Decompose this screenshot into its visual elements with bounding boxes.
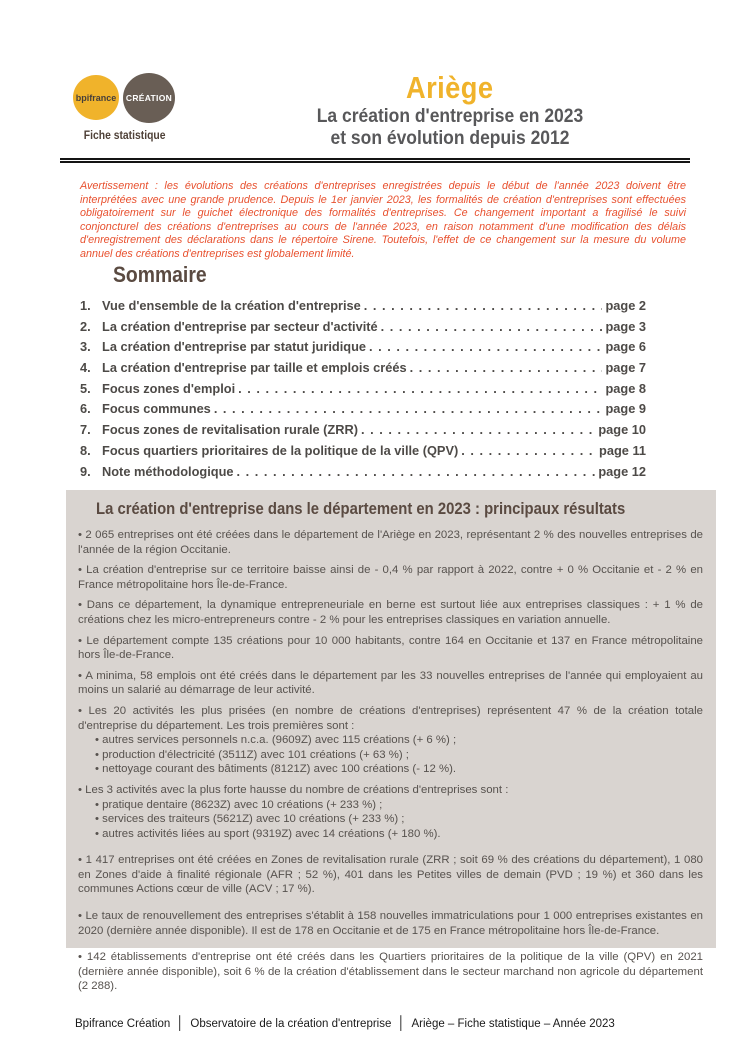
header-divider <box>60 158 690 163</box>
toc-dot-leader <box>369 339 602 354</box>
result-bullet-6-sublist <box>78 733 703 777</box>
toc-item-page: page 12 <box>598 463 646 479</box>
result-bullet-10: • 142 établissements d'entreprise ont été créés dans les Quartiers prioritaires de la politique de la ville (QPV) en 2021 (dernière année disponible), soit 6 % de la création d'établissement dans le secteur marchand non agricole du département (2 288). <box>78 951 703 993</box>
bpifrance-logo-label: bpifrance <box>75 92 117 103</box>
toc-item-number: 5. <box>80 380 91 396</box>
toc-item-number: 3. <box>80 339 91 355</box>
logo-tagline: Fiche statistique <box>83 130 166 142</box>
result-bullet-6: • Les 20 activités les plus prisées (en nombre de créations d'entreprises) représentent 47 % de la création totale d'entreprise du département. Les trois premières sont : <box>78 704 703 732</box>
toc-item-label: La création d'entreprise par taille et emplois créés <box>102 360 407 376</box>
toc-item-number: 1. <box>80 298 91 313</box>
document-title-block <box>160 70 740 150</box>
toc-item-5[interactable] <box>80 381 646 402</box>
toc-dot-leader <box>364 298 603 313</box>
result-bullet-7: • Les 3 activités avec la plus forte hausse du nombre de créations d'entreprises sont : <box>78 783 509 796</box>
toc-item-number: 6. <box>80 401 91 417</box>
footer-separator: │ <box>176 1015 185 1030</box>
page-title: Ariège <box>406 70 494 105</box>
result-bullet-8: • 1 417 entreprises ont été créées en Zones de revitalisation rurale (ZRR ; soit 69 % des créations du département), 1 080 en Zones d'aide à finalité régionale (AFR ; 52 %), 401 dans les Petites villes de demain (PVD ; 19 %) et 360 dans les communes Actions cœur de ville (ACV ; 17 %). <box>78 854 703 896</box>
toc-dot-leader <box>461 443 596 458</box>
warning-notice: Avertissement : les évolutions des créations d'entreprises enregistrées depuis le début de l'année 2023 doivent être interprétées avec une grande prudence. Depuis le 1er janvier 2023, les formalités de création d'entreprises sont effectuées obligatoirement sur le guichet électronique des formalités d'entreprises. Ce changement important a fragilisé le suivi conjoncturel des créations d'entreprises au cours de l'année 2023, en raison notamment d'une modification des délais d'enregistrement des déclarations dans le répertoire Sirene. Toutefois, l'effet de ce changement sur la mesure du volume annuel des créations d'entreprises est globalement limité. <box>80 180 686 260</box>
key-results-box <box>66 490 716 993</box>
footer-observatory: Observatoire de la création d'entreprise <box>190 1018 392 1030</box>
toc-item-page: page 11 <box>599 442 646 458</box>
toc-dot-leader <box>237 464 596 479</box>
result-bullet-1: • 2 065 entreprises ont été créées dans le département de l'Ariège en 2023, représentant 2 % des nouvelles entreprises de l'année de la région Occitanie. <box>78 529 703 556</box>
toc-item-page: page 10 <box>598 422 646 438</box>
toc-list <box>80 298 646 484</box>
result-bullet-7-sub-3: • autres activités liées au sport (9319Z) avec 14 créations (+ 180 %). <box>95 827 441 840</box>
result-bullet-9: • Le taux de renouvellement des entreprises s'établit à 158 nouvelles immatriculations pour 1 000 entreprises existantes en 2020 (dernière année disponible). Il est de 178 en Occitanie et de 175 en France métropolitaine hors Île-de-France. <box>78 910 703 937</box>
toc-dot-leader <box>381 319 603 334</box>
toc-item-label: La création d'entreprise par statut juridique <box>102 339 367 355</box>
toc-item-label: Focus zones de revitalisation rurale (ZRR) <box>102 422 358 438</box>
toc-item-number: 4. <box>80 360 91 376</box>
toc-dot-leader <box>361 422 595 437</box>
key-results-heading: La création d'entreprise dans le département en 2023 : principaux résultats <box>96 500 626 518</box>
footer-separator: │ <box>397 1015 406 1030</box>
footer-brand: Bpifrance Création <box>75 1018 171 1030</box>
result-bullet-2: • La création d'entreprise sur ce territoire baisse ainsi de - 0,4 % par rapport à 2022, contre + 0 % Occitanie et - 2 % en France métropolitaine hors Île-de-France. <box>78 564 703 591</box>
toc-item-label: Note méthodologique <box>102 463 234 479</box>
toc-item-number: 8. <box>80 442 91 458</box>
toc-item-label: Focus zones d'emploi <box>102 380 236 396</box>
result-bullet-7-sub-2: • services des traiteurs (5621Z) avec 10 créations (+ 233 %) ; <box>95 813 405 826</box>
result-bullet-6-sub-3: • nettoyage courant des bâtiments (8121Z) avec 100 créations (- 12 %). <box>95 763 457 776</box>
result-bullet-6-sub-1: • autres services personnels n.c.a. (9609Z) avec 115 créations (+ 6 %) ; <box>95 734 457 747</box>
toc-item-9[interactable] <box>80 464 646 485</box>
toc-item-8[interactable] <box>80 443 646 464</box>
toc-item-3[interactable] <box>80 339 646 360</box>
toc-item-page: page 6 <box>605 339 646 355</box>
toc-dot-leader <box>214 401 603 416</box>
creation-logo-label: CRÉATION <box>125 93 173 103</box>
toc-item-7[interactable] <box>80 422 646 443</box>
toc-item-number: 9. <box>80 463 91 479</box>
page-subtitle-line2: et son évolution depuis 2012 <box>330 128 570 149</box>
toc-item-page: page 7 <box>605 360 646 376</box>
result-bullet-5: • A minima, 58 emplois ont été créés dans le département par les 33 nouvelles entreprises de l'année qui employaient au moins un salarié au démarrage de leur activité. <box>78 669 703 697</box>
result-bullet-7-sublist <box>78 798 703 842</box>
toc-item-label: Vue d'ensemble de la création d'entreprise <box>102 298 361 313</box>
toc-heading: Sommaire <box>113 262 207 287</box>
toc-item-page: page 3 <box>605 318 646 334</box>
toc-item-number: 2. <box>80 318 91 334</box>
toc-item-6[interactable] <box>80 401 646 422</box>
footer-document-info: Ariège – Fiche statistique – Année 2023 <box>411 1018 615 1030</box>
toc-dot-leader <box>410 360 603 375</box>
bpifrance-logo-icon <box>73 75 119 120</box>
toc-item-number: 7. <box>80 422 91 438</box>
toc-item-4[interactable] <box>80 360 646 381</box>
result-bullet-6-sub-2: • production d'électricité (3511Z) avec 101 créations (+ 63 %) ; <box>95 748 409 761</box>
toc-item-page: page 8 <box>605 380 646 396</box>
key-results-bullets <box>78 528 703 994</box>
toc-dot-leader <box>238 381 602 396</box>
toc-item-page: page 2 <box>605 298 646 313</box>
toc-item-label: Focus communes <box>102 401 211 417</box>
result-bullet-3: • Dans ce département, la dynamique entrepreneuriale en berne est surtout liée aux entreprises classiques : + 1 % de créations chez les micro-entrepreneurs contre - 2 % pour les entreprises classiques en variation annuelle. <box>78 599 703 626</box>
toc-item-2[interactable] <box>80 319 646 340</box>
toc-item-page: page 9 <box>605 401 646 417</box>
result-bullet-7-sub-1: • pratique dentaire (8623Z) avec 10 créations (+ 233 %) ; <box>95 798 383 811</box>
page-footer <box>75 1015 715 1030</box>
page-subtitle-line1: La création d'entreprise en 2023 <box>316 106 584 127</box>
result-bullet-4: • Le département compte 135 créations pour 10 000 habitants, contre 164 en Occitanie et 137 en France métropolitaine hors Île-de-France. <box>78 634 703 662</box>
toc-item-label: La création d'entreprise par secteur d'activité <box>102 318 378 334</box>
toc-item-label: Focus quartiers prioritaires de la politique de la ville (QPV) <box>102 442 459 458</box>
toc-item-1[interactable] <box>80 298 646 319</box>
